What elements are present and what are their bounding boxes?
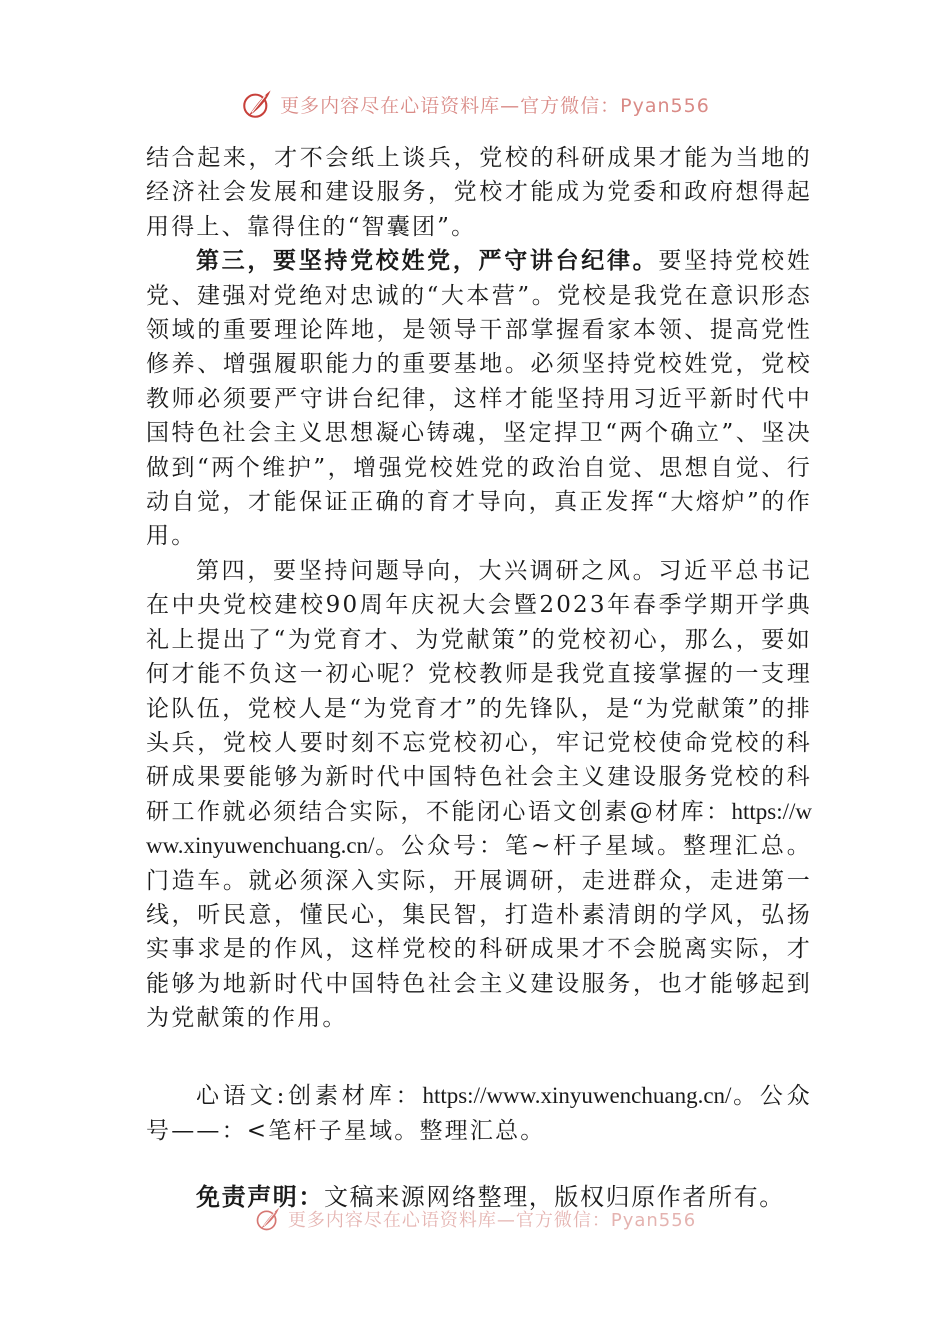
paragraph-fourth-point <box>146 554 812 1036</box>
paragraph-third-point <box>146 244 812 554</box>
disclaimer-label: 免责声明： <box>196 1183 324 1211</box>
third-point-heading: 第三，要坚持党校姓党，严守讲台纪律。 <box>196 247 659 275</box>
source-url[interactable]: https://www.xinyuwenchuang.cn/ <box>422 1083 732 1108</box>
source-text-b: 。公众号——：<笔杆子星域。整理汇总。 <box>146 1083 812 1144</box>
fourth-point-url[interactable]: https://www.xinyuwenchuang.cn/ <box>146 798 812 859</box>
quill-logo-icon <box>254 1205 282 1233</box>
source-note <box>146 1078 812 1149</box>
paragraph-continuation: 结合起来，才不会纸上谈兵，党校的科研成果才能为当地的经济社会发展和建设服务，党校才能成为党委和政府想得起用得上、靠得住的“智囊团”。 <box>146 145 812 240</box>
footer-watermark <box>0 1202 950 1236</box>
third-point-text: 要坚持党校姓党、建强对党绝对忠诚的“大本营”。党校是我党在意识形态领域的重要理论阵地，是领导干部掌握看家本领、提高党性修养、增强履职能力的重要基地。必须坚持党校姓党，党校教师必须要严守讲台纪律，这样才能坚持用习近平新时代中国特色社会主义思想凝心铸魂，坚定捍卫“两个确立”、坚决做到“两个维护”，增强党校姓党的政治自觉、思想自觉、行动自觉，才能保证正确的育才导向，真正发挥“大熔炉”的作用。 <box>146 248 812 550</box>
header-banner-text: 更多内容尽在心语资料库—官方微信：Pyan556 <box>280 94 710 117</box>
footer-banner-text: 更多内容尽在心语资料库—官方微信：Pyan556 <box>287 1210 697 1231</box>
fourth-point-text-b: 。公众号：笔~杆子星域。整理汇总。门造车。就必须深入实际，开展调研，走进群众，走进第一线，听民意，懂民心，集民智，打造朴素清朗的学风，弘扬实事求是的作风，这样党校的科研成果才不会脱离实际，才能够为地新时代中国特色社会主义建设服务，也才能够起到为党献策的作用。 <box>146 833 812 1032</box>
disclaimer-text: 文稿来源网络整理，版权归原作者所有。 <box>324 1183 785 1211</box>
header-watermark <box>0 84 950 124</box>
quill-logo-icon <box>240 87 274 121</box>
fourth-point-text-a: 第四，要坚持问题导向，大兴调研之风。习近平总书记在中央党校建校90周年庆祝大会暨2023年春季学期开学典礼上提出了“为党育才、为党献策”的党校初心，那么，要如何才能不负这一初心呢？党校教师是我党直接掌握的一支理论队伍，党校人是“为党育才”的先锋队，是“为党献策”的排头兵，党校人要时刻不忘党校初心，牢记党校使命党校的科研成果要能够为新时代中国特色社会主义建设服务党校的科研工作就必须结合实际，不能闭心语文创素@材库： <box>146 557 812 825</box>
source-text-a: 心语文:创素材库： <box>196 1083 423 1109</box>
article-body <box>146 141 812 1036</box>
